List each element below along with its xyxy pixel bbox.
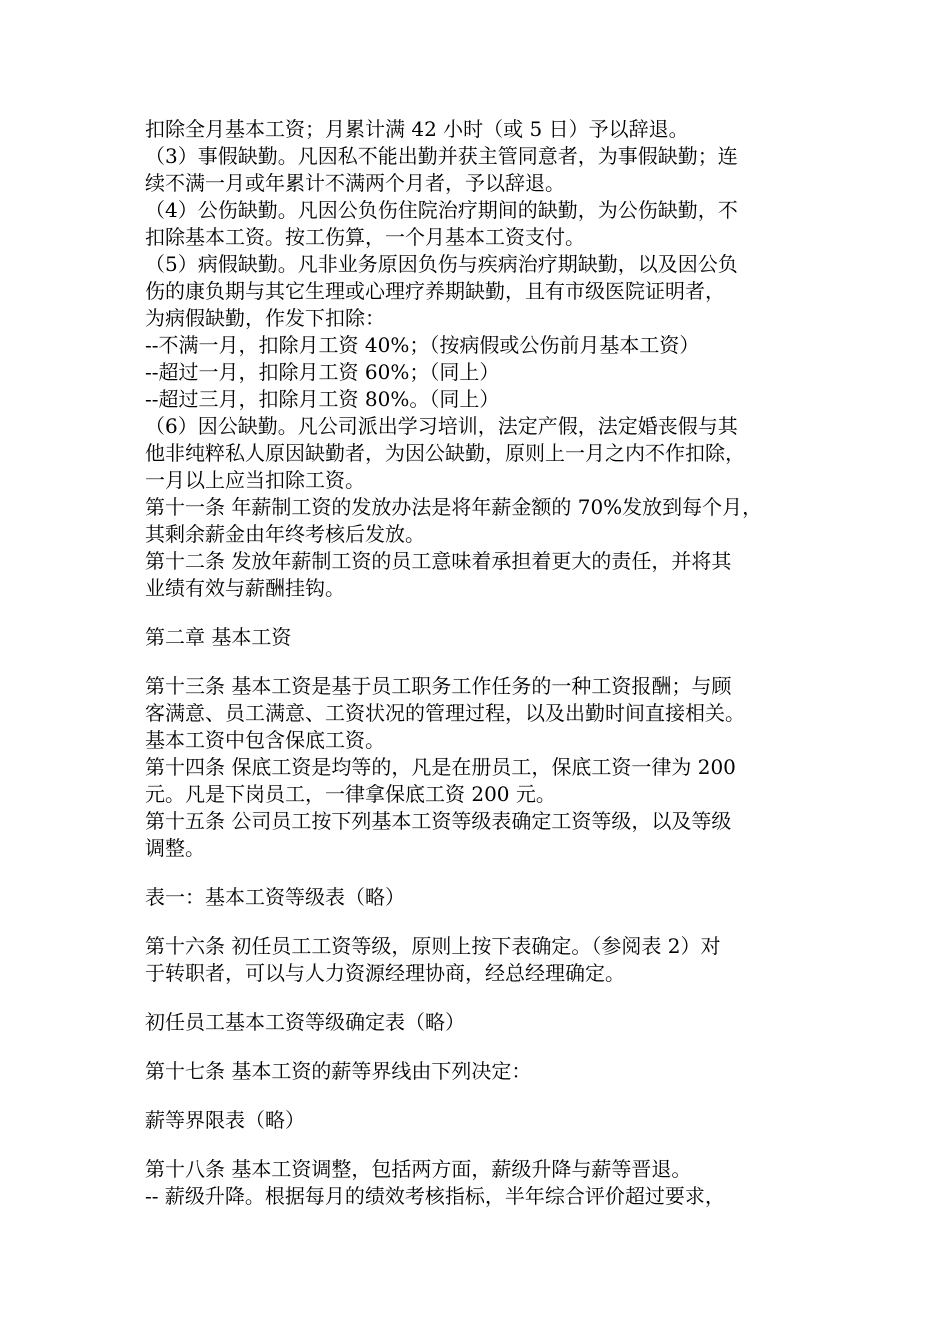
table-caption: 初任员工基本工资等级确定表（略）	[145, 1010, 465, 1034]
article-13: 第十三条 基本工资是基于员工职务工作任务的一种工资报酬；与顾	[145, 674, 732, 698]
text-line: 基本工资中包含保底工资。	[145, 728, 385, 752]
text-line: 元。凡是下岗员工，一律拿保底工资 200 元。	[145, 782, 556, 806]
text-line: -- 薪级升降。根据每月的绩效考核指标，半年综合评价超过要求，	[145, 1184, 725, 1208]
text-line: 一月以上应当扣除工资。	[145, 468, 365, 492]
article-17: 第十七条 基本工资的薪等界线由下列决定：	[145, 1059, 532, 1083]
text-line: 他非纯粹私人原因缺勤者，为因公缺勤，原则上一月之内不作扣除，	[145, 441, 745, 465]
article-15: 第十五条 公司员工按下列基本工资等级表确定工资等级，以及等级	[145, 809, 732, 833]
text-line: --超过一月，扣除月工资 60%；（同上）	[145, 360, 500, 384]
document-body	[145, 116, 825, 1210]
article-12: 第十二条 发放年薪制工资的员工意味着承担着更大的责任，并将其	[145, 549, 732, 573]
text-line: 业绩有效与薪酬挂钩。	[145, 576, 345, 600]
text-line: （4）公伤缺勤。凡因公负伤住院治疗期间的缺勤，为公伤缺勤，不	[145, 198, 738, 222]
text-line: （3）事假缺勤。凡因私不能出勤并获主管同意者，为事假缺勤；连	[145, 144, 738, 168]
text-line: 调整。	[145, 836, 205, 860]
chapter-heading: 第二章 基本工资	[145, 625, 292, 649]
article-16: 第十六条 初任员工工资等级，原则上按下表确定。（参阅表 2）对	[145, 934, 721, 958]
article-14: 第十四条 保底工资是均等的，凡是在册员工，保底工资一律为 200	[145, 755, 736, 779]
text-line: 为病假缺勤，作发下扣除：	[145, 306, 385, 330]
text-line: （6）因公缺勤。凡公司派出学习培训，法定产假，法定婚丧假与其	[145, 414, 738, 438]
text-line: 客满意、员工满意、工资状况的管理过程，以及出勤时间直接相关。	[145, 701, 745, 725]
table-caption: 表一：基本工资等级表（略）	[145, 885, 405, 909]
text-line: 续不满一月或年累计不满两个月者，予以辞退。	[145, 171, 565, 195]
text-line: （5）病假缺勤。凡非业务原因负伤与疾病治疗期缺勤，以及因公负	[145, 252, 738, 276]
blank-line	[145, 862, 825, 884]
blank-line	[145, 911, 825, 933]
text-line: 其剩余薪金由年终考核后发放。	[145, 522, 425, 546]
text-line: 伤的康负期与其它生理或心理疗养期缺勤，且有市级医院证明者，	[145, 279, 725, 303]
blank-line	[145, 1134, 825, 1156]
blank-line	[145, 1036, 825, 1058]
blank-line	[145, 602, 825, 624]
text-line: --超过三月，扣除月工资 80%。（同上）	[145, 387, 500, 411]
text-line: --不满一月，扣除月工资 40%；（按病假或公伤前月基本工资）	[145, 333, 700, 357]
blank-line	[145, 651, 825, 673]
article-11: 第十一条 年薪制工资的发放办法是将年薪金额的 70%发放到每个月，	[145, 495, 763, 519]
blank-line	[145, 1085, 825, 1107]
text-line: 扣除全月基本工资；月累计满 42 小时（或 5 日）予以辞退。	[145, 117, 689, 141]
text-line: 扣除基本工资。按工伤算，一个月基本工资支付。	[145, 225, 585, 249]
text-line: 于转职者，可以与人力资源经理协商，经总经理确定。	[145, 961, 625, 985]
table-caption: 薪等界限表（略）	[145, 1108, 305, 1132]
article-18: 第十八条 基本工资调整，包括两方面，薪级升降与薪等晋退。	[145, 1157, 692, 1181]
blank-line	[145, 987, 825, 1009]
